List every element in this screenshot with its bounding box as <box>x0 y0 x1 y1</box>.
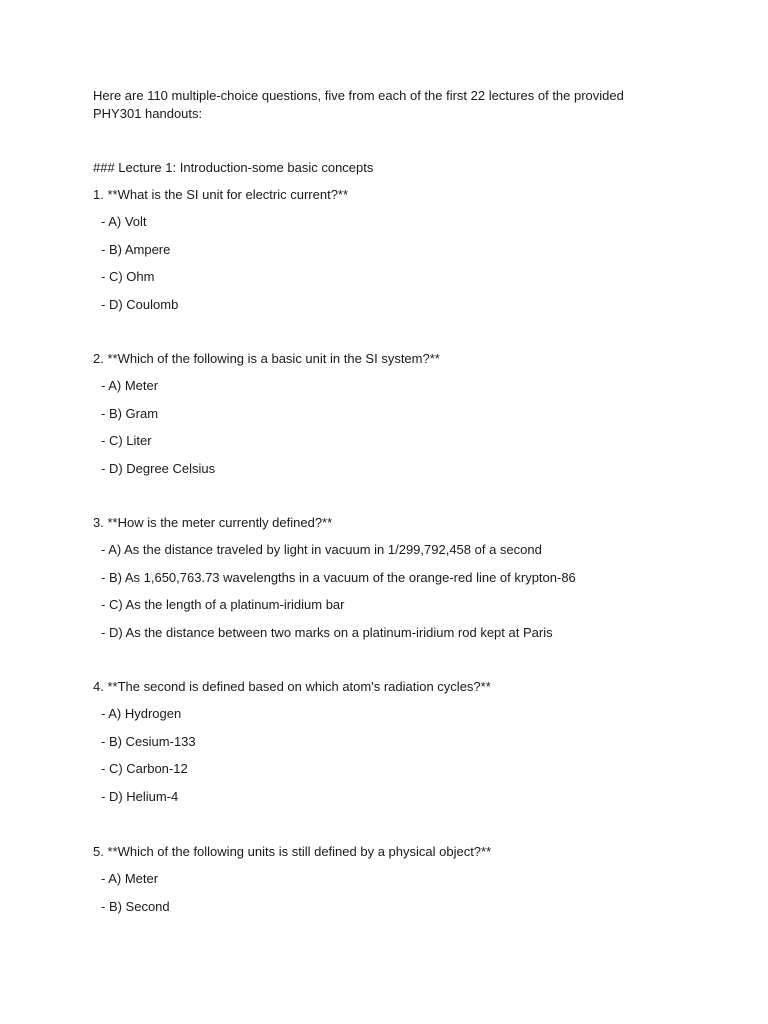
question-text: 4. **The second is defined based on which atom's radiation cycles?** <box>93 679 491 694</box>
option-c: - C) Liter <box>101 433 152 449</box>
option-list <box>93 696 491 806</box>
option-c: - C) Carbon-12 <box>101 761 188 777</box>
option-a: - A) Meter <box>101 871 159 887</box>
question-text: 2. **Which of the following is a basic unit in the SI system?** <box>93 351 440 366</box>
option-list <box>93 368 440 478</box>
option-b: - B) Second <box>101 898 170 914</box>
option-a: - A) Meter <box>101 378 159 394</box>
question-text: 3. **How is the meter currently defined?** <box>93 515 333 530</box>
option-d: - D) Coulomb <box>101 296 179 312</box>
question-4 <box>93 678 491 806</box>
question-5 <box>93 843 491 916</box>
option-c: - C) As the length of a platinum-iridium bar <box>101 597 345 613</box>
intro-paragraph: Here are 110 multiple-choice questions, five from each of the first 22 lectures of the provided PHY301 handouts: <box>93 88 624 121</box>
question-text: 5. **Which of the following units is still defined by a physical object?** <box>93 844 492 859</box>
option-b: - B) As 1,650,763.73 wavelengths in a vacuum of the orange-red line of krypton-86 <box>101 569 576 585</box>
question-1 <box>93 186 348 314</box>
option-d: - D) Helium-4 <box>101 788 179 804</box>
question-3 <box>93 514 576 642</box>
option-list <box>93 861 491 916</box>
lecture-heading: ### Lecture 1: Introduction-some basic concepts <box>93 160 374 175</box>
option-list <box>93 204 348 314</box>
option-a: - A) Hydrogen <box>101 706 182 722</box>
option-a: - A) As the distance traveled by light in vacuum in 1/299,792,458 of a second <box>101 542 542 558</box>
option-d: - D) Degree Celsius <box>101 460 216 476</box>
option-c: - C) Ohm <box>101 269 155 285</box>
option-b: - B) Gram <box>101 405 159 421</box>
option-b: - B) Cesium-133 <box>101 733 196 749</box>
question-text: 1. **What is the SI unit for electric current?** <box>93 187 349 202</box>
option-a: - A) Volt <box>101 214 147 230</box>
question-2 <box>93 350 440 478</box>
option-b: - B) Ampere <box>101 241 171 257</box>
option-list <box>93 532 576 642</box>
option-d: - D) As the distance between two marks on a platinum-iridium rod kept at Paris <box>101 624 553 640</box>
